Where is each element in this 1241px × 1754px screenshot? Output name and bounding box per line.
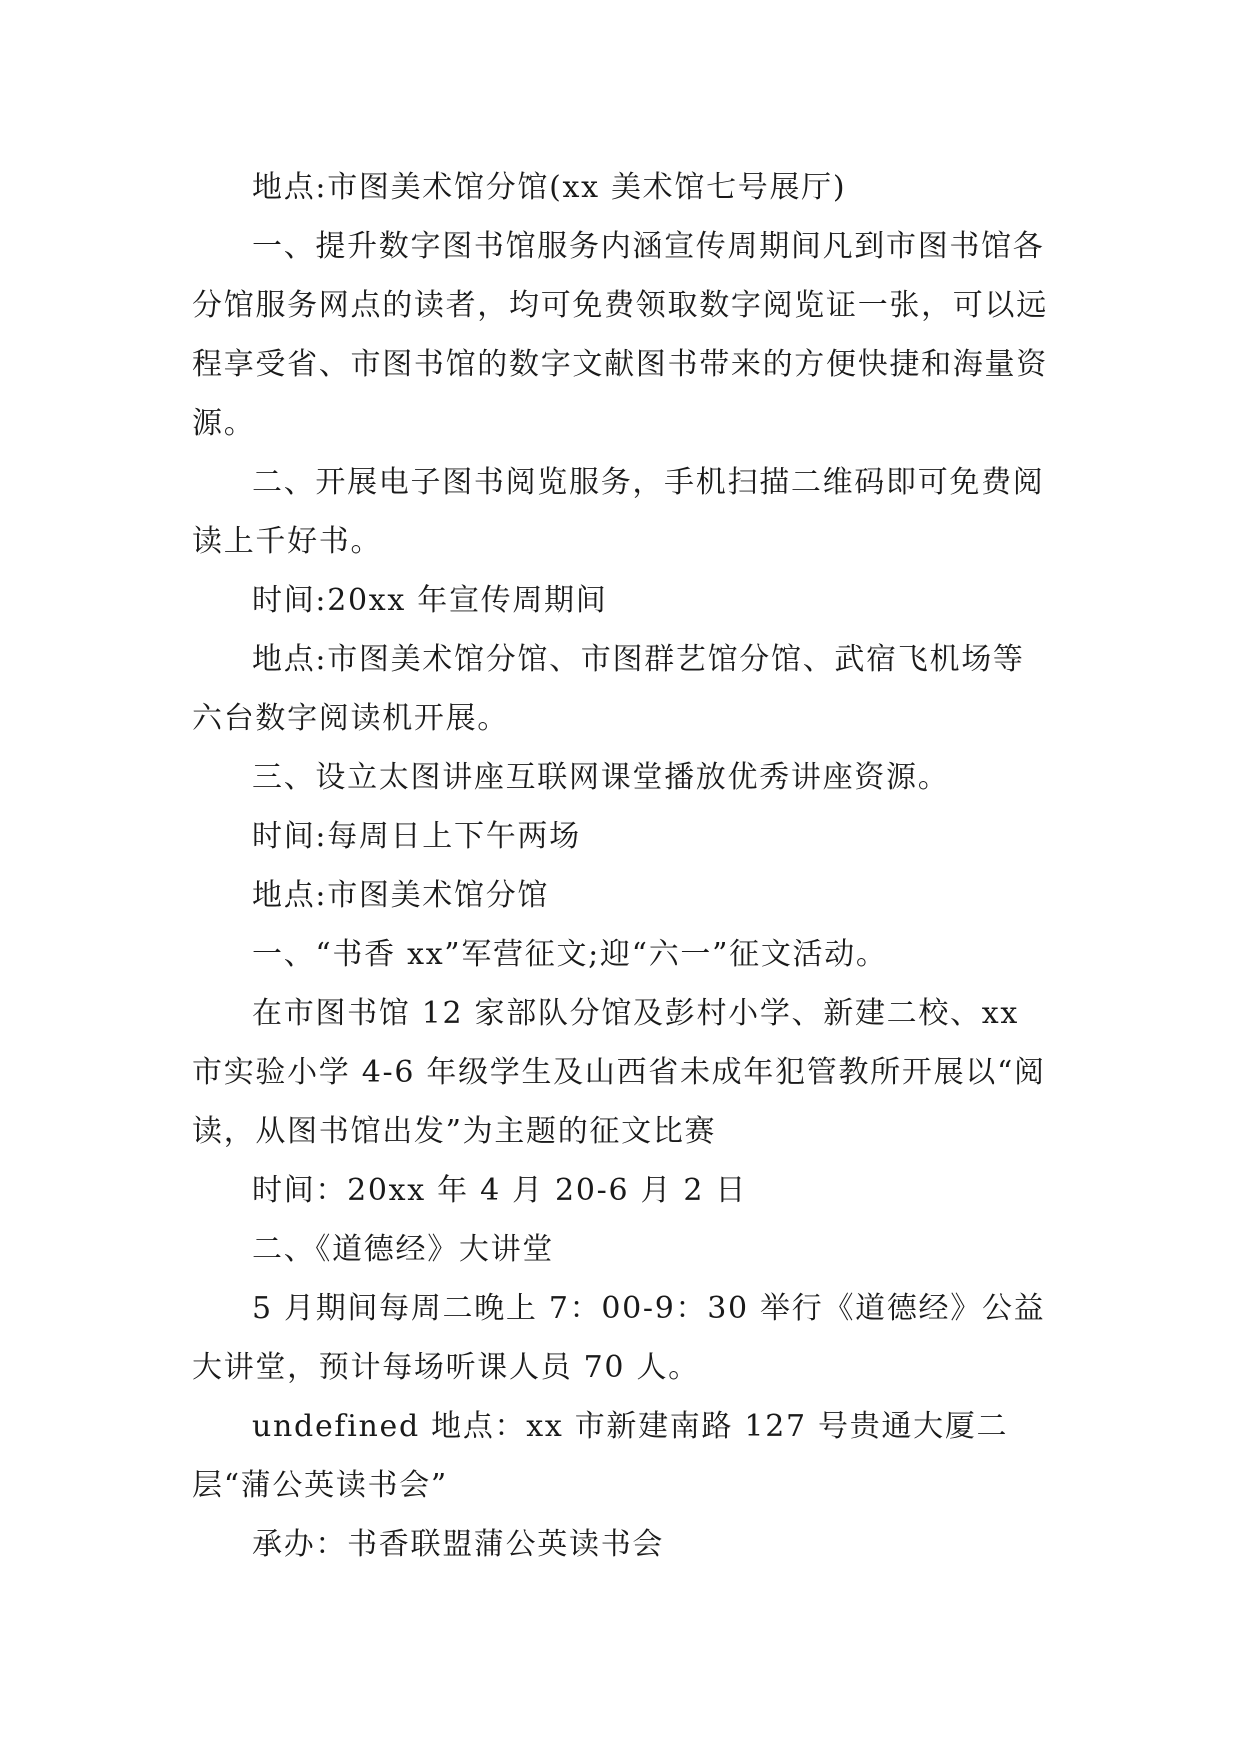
paragraph-time-promotion-week: 时间:20xx 年宣传周期间 — [252, 583, 608, 618]
paragraph-time-essay-contest: 时间：20xx 年 4 月 20-6 月 2 日 — [252, 1173, 748, 1208]
paragraph-tao-te-ching-details: 5 月期间每周二晚上 7：00-9：30 举行《道德经》公益大讲堂，预计每场听课人员 70 人。 — [192, 1291, 1046, 1385]
paragraph-digital-library-service: 一、提升数字图书馆服务内涵宣传周期间凡到市图书馆各分馆服务网点的读者，均可免费领取数字阅览证一张，可以远程享受省、市图书馆的数字文献图书带来的方便快捷和海量资源。 — [192, 229, 1048, 441]
paragraph-venue-art-gallery: 地点:市图美术馆分馆(xx 美术馆七号展厅) — [252, 170, 847, 205]
paragraph-organizer: 承办：书香联盟蒲公英读书会 — [252, 1527, 665, 1562]
document-body — [192, 158, 1052, 1574]
paragraph-venue-reading-machines: 地点:市图美术馆分馆、市图群艺馆分馆、武宿飞机场等六台数字阅读机开展。 — [192, 642, 1025, 736]
paragraph-venue-reading-club: undefined 地点：xx 市新建南路 127 号贵通大厦二层“蒲公英读书会” — [192, 1409, 1009, 1503]
paragraph-ebook-reading-service: 二、开展电子图书阅览服务，手机扫描二维码即可免费阅读上千好书。 — [192, 465, 1045, 559]
paragraph-essay-contest-details: 在市图书馆 12 家部队分馆及彭村小学、新建二校、xx 市实验小学 4-6 年级学生及山西省未成年犯管教所开展以“阅读，从图书馆出发”为主题的征文比赛 — [192, 996, 1046, 1149]
paragraph-essay-contest-heading: 一、“书香 xx”军营征文;迎“六一”征文活动。 — [252, 937, 888, 972]
paragraph-tao-te-ching-heading: 二、《道德经》大讲堂 — [252, 1232, 554, 1267]
paragraph-time-sunday-sessions: 时间:每周日上下午两场 — [252, 819, 581, 854]
paragraph-online-lecture-hall: 三、设立太图讲座互联网课堂播放优秀讲座资源。 — [252, 760, 950, 795]
paragraph-venue-art-branch: 地点:市图美术馆分馆 — [252, 878, 550, 913]
